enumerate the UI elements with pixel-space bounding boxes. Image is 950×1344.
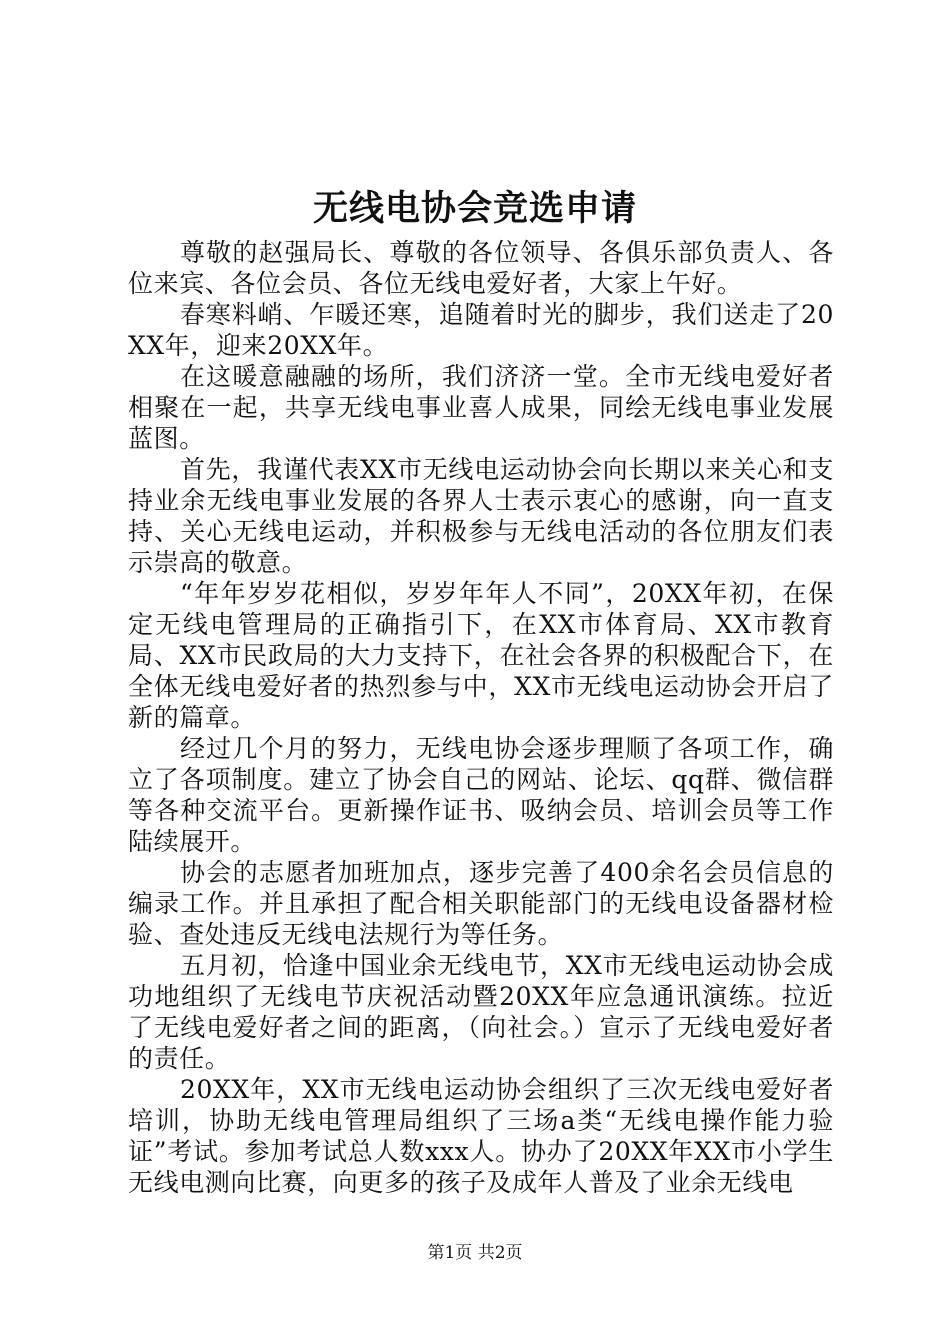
document-body: [128, 237, 834, 1198]
paragraph-radio-festival: 五月初，恰逢中国业余无线电节，XX市无线电运动协会成功地组织了无线电节庆祝活动暨20XX年应急通讯演练。拉近了无线电爱好者之间的距离，（向社会。）宣示了无线电爱好者的责任。: [128, 951, 834, 1073]
paragraph-new-chapter: “年年岁岁花相似，岁岁年年人不同”，20XX年初，在保定无线电管理局的正确指引下，在XX市体育局、XX市教育局、XX市民政局的大力支持下，在社会各界的积极配合下，在全体无线电爱好者的热烈参与中，XX市无线电运动协会开启了新的篇章。: [128, 579, 834, 732]
page-footer: 第1页 共2页: [427, 1243, 523, 1263]
paragraph-gathering: 在这暖意融融的场所，我们济济一堂。全市无线电爱好者相聚在一起，共享无线电事业喜人成果，同绘无线电事业发展蓝图。: [128, 362, 834, 453]
paragraph-thanks: 首先，我谨代表XX市无线电运动协会向长期以来关心和支持业余无线电事业发展的各界人士表示衷心的感谢，向一直支持、关心无线电运动，并积极参与无线电活动的各位朋友们表示崇高的敬意。: [128, 455, 834, 577]
paragraph-season: 春寒料峭、乍暖还寒，追随着时光的脚步，我们送走了20XX年，迎来20XX年。: [128, 300, 834, 360]
paragraph-training: 20XX年，XX市无线电运动协会组织了三次无线电爱好者培训，协助无线电管理局组织了三场a类“无线电操作能力验证”考试。参加考试总人数xxx人。协办了20XX年XX市小学生无线电测向比赛，向更多的孩子及成年人普及了业余无线电: [128, 1075, 834, 1197]
paragraph-volunteers: 协会的志愿者加班加点，逐步完善了400余名会员信息的编录工作。并且承担了配合相关职能部门的无线电设备器材检验、查处违反无线电法规行为等任务。: [128, 858, 834, 949]
page-title: 无线电协会竞选申请: [312, 188, 637, 229]
paragraph-efforts: 经过几个月的努力，无线电协会逐步理顺了各项工作，确立了各项制度。建立了协会自己的网站、论坛、qq群、微信群等各种交流平台。更新操作证书、吸纳会员、培训会员等工作陆续展开。: [128, 734, 834, 856]
paragraph-greeting: 尊敬的赵强局长、尊敬的各位领导、各俱乐部负责人、各位来宾、各位会员、各位无线电爱好者，大家上午好。: [128, 238, 834, 298]
